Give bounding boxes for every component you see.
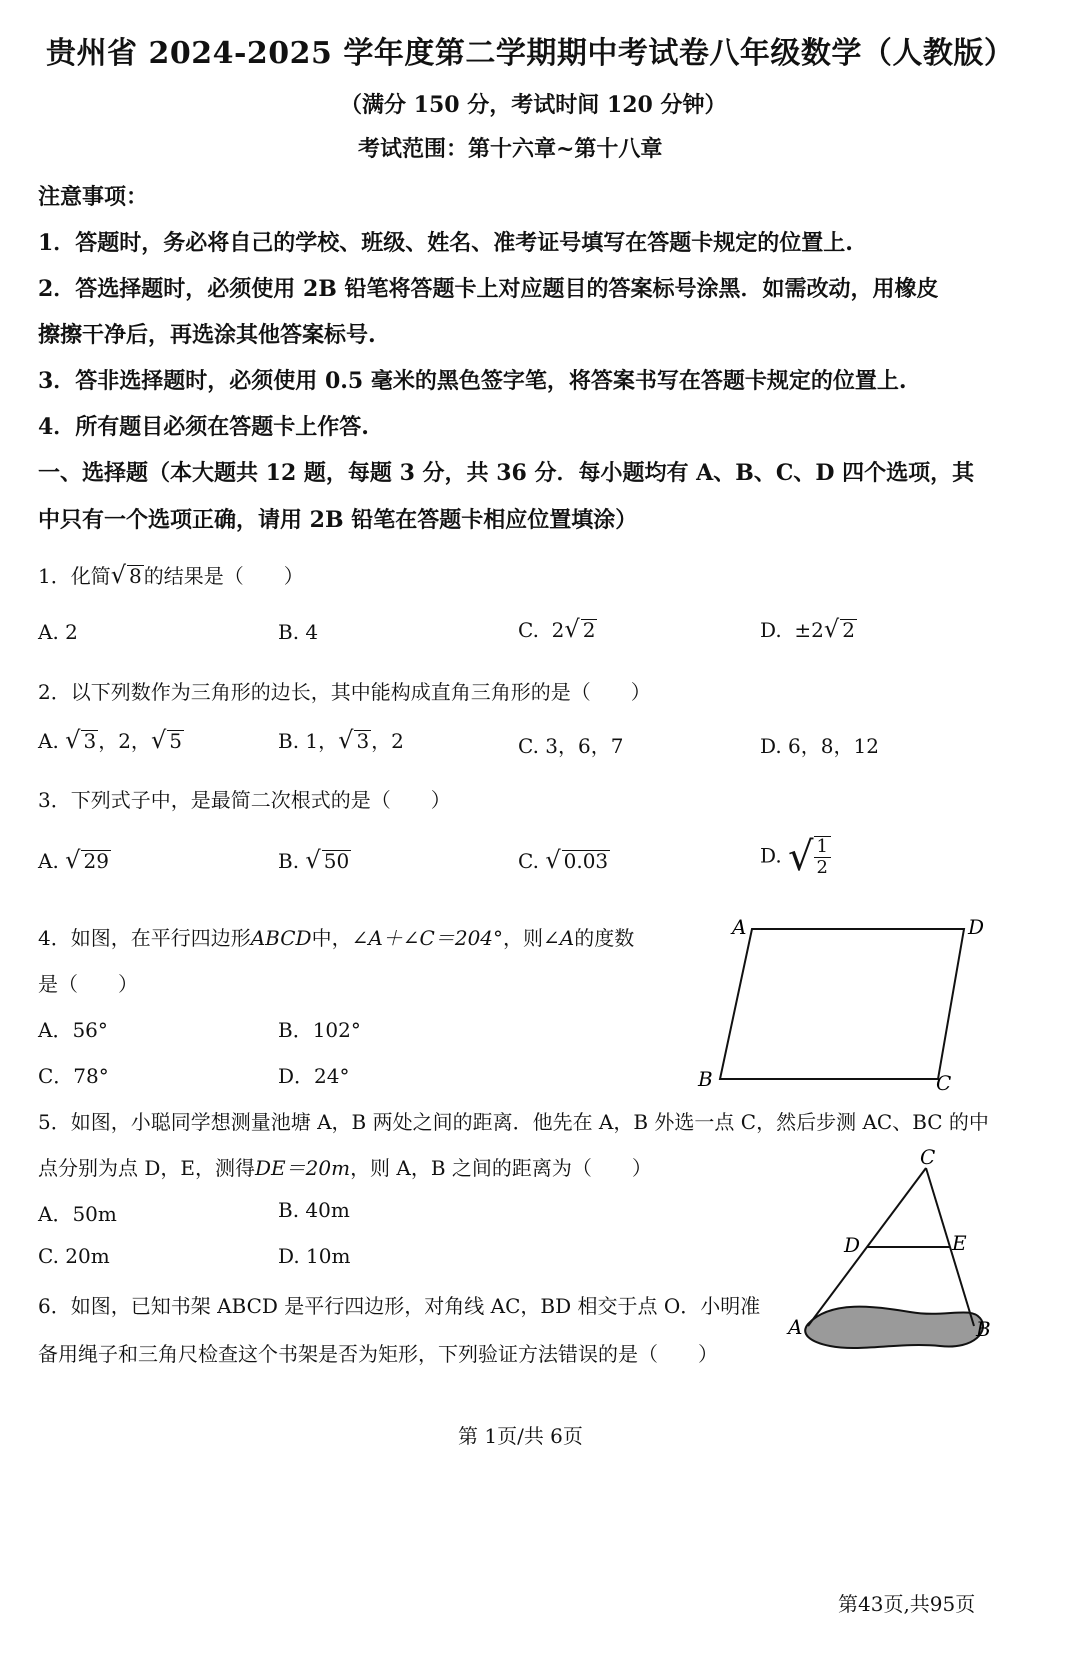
q2-b-r: 3	[356, 729, 370, 753]
q2-option-b[interactable]: B. 1，√ 3 ，2	[278, 726, 404, 754]
q4-eq: ∠A＋∠C＝204°	[351, 926, 504, 950]
q3-option-d[interactable]: D. √ $\frac{1}{2}$	[760, 834, 831, 880]
page-number: 第 1页/共 6页	[458, 1424, 583, 1448]
q3-option-a[interactable]: A. √ 29	[38, 846, 109, 874]
q6-stem-line2: 备用绳子和三角尺检查这个书架是否为矩形，下列验证方法错误的是（ ）	[38, 1342, 718, 1366]
note-2: 2．答选择题时，必须使用 2B 铅笔将答题卡上对应题目的答案标号涂黑．如需改动，用橡皮	[38, 276, 939, 302]
q5-stem-line2	[38, 1152, 652, 1181]
q3-option-c[interactable]: C. √ 0.03	[518, 846, 609, 874]
corner-page-number: 第43页,共95页	[838, 1592, 976, 1616]
q5-eq: DE＝20m	[255, 1156, 351, 1180]
q3-option-b[interactable]: B. √ 50	[278, 846, 350, 874]
q2-a-label: A.	[38, 729, 59, 753]
q1-c-coef: 2	[551, 618, 565, 642]
note-4: 4．所有题目必须在答题卡上作答.	[38, 414, 369, 440]
q4-a: A	[559, 926, 575, 950]
q6-stem-line1: 6．如图，已知书架 ABCD 是平行四边形，对角线 AC，BD 相交于点 O．小明准	[38, 1294, 761, 1318]
score-time: （满分 150 分，考试时间 120 分钟）	[340, 92, 727, 118]
q1-c-label: C.	[518, 618, 539, 642]
q2-a-r1: 3	[83, 729, 97, 753]
q3-a-r: 29	[83, 849, 109, 873]
q2-b-pre: B. 1，	[278, 729, 339, 753]
q3-d-num: 1	[814, 837, 831, 858]
notes-heading: 注意事项：	[38, 184, 149, 210]
q4-pre: 4．如图，在平行四边形	[38, 926, 251, 950]
q5-option-b[interactable]: B. 40m	[278, 1198, 350, 1222]
exam-scope: 考试范围：第十六章~第十八章	[358, 136, 663, 162]
exam-title: 贵州省 2024-2025 学年度第二学期期中考试卷八年级数学（人教版）	[46, 36, 1015, 71]
q5-option-d[interactable]: D. 10m	[278, 1244, 351, 1268]
q1-option-b[interactable]: B. 4	[278, 620, 319, 644]
q4-stem-line2: 是（ ）	[38, 972, 138, 996]
q1-option-d[interactable]: D. ±2√ 2	[760, 615, 855, 643]
q1-radicand: 8	[129, 564, 142, 588]
q3-b-label: B.	[278, 849, 300, 873]
q3-b-r: 50	[323, 849, 350, 873]
fig5-label-d: D	[844, 1233, 861, 1257]
q3-d-frac	[814, 836, 831, 878]
q3-d-label: D.	[760, 843, 782, 868]
q1-d-rad: 2	[842, 618, 855, 642]
q5-option-a[interactable]: A．50m	[38, 1202, 117, 1226]
q5-pre: 点分别为点 D，E，测得	[38, 1156, 255, 1180]
q1-option-a[interactable]: A. 2	[38, 620, 78, 644]
q1-suffix: 的结果是（ ）	[143, 564, 304, 588]
q2-b-post: ，2	[371, 729, 404, 753]
q4-parallelogram-figure	[690, 908, 1030, 1098]
fig4-label-d: D	[968, 915, 985, 939]
q4-end: 的度数	[574, 926, 635, 950]
q1-d-coef: ±2	[794, 618, 824, 642]
q5-stem-line1: 5．如图，小聪同学想测量池塘 A，B 两处之间的距离．他先在 A，B 外选一点 C，然后步测 AC、BC 的中	[38, 1110, 989, 1134]
q4-option-c[interactable]: C．78°	[38, 1064, 109, 1088]
q3-a-label: A.	[38, 849, 59, 873]
q4-stem-line1	[38, 922, 634, 951]
q2-option-d[interactable]: D. 6，8，12	[760, 734, 879, 758]
q4-option-b[interactable]: B．102°	[278, 1018, 361, 1042]
q2-stem: 2．以下列数作为三角形的边长，其中能构成直角三角形的是（ ）	[38, 680, 651, 704]
q1-c-rad: 2	[582, 618, 596, 642]
q4-abcd: ABCD	[250, 926, 312, 950]
section1-line2: 中只有一个选项正确，请用 2B 铅笔在答题卡相应位置填涂）	[38, 507, 638, 533]
q3-stem: 3．下列式子中，是最简二次根式的是（ ）	[38, 788, 451, 812]
note-2-cont: 擦擦干净后，再选涂其他答案标号.	[38, 322, 376, 348]
parallelogram-shape	[720, 929, 964, 1079]
section1-line1: 一、选择题（本大题共 12 题，每题 3 分，共 36 分．每小题均有 A、B、C、D 四个选项，其	[38, 460, 975, 486]
q2-a-mid: ，2，	[98, 729, 151, 753]
fig4-label-b: B	[698, 1067, 713, 1091]
pond-shape	[805, 1307, 983, 1348]
q3-c-r: 0.03	[563, 849, 609, 873]
q3-c-label: C.	[518, 849, 539, 873]
q2-a-r2: 5	[169, 729, 182, 753]
note-3: 3．答非选择题时，必须使用 0.5 毫米的黑色签字笔，将答案书写在答题卡规定的位置上.	[38, 368, 907, 394]
q2-option-a[interactable]: A. √ 3 ，2，√ 5	[38, 726, 182, 754]
q4-option-d[interactable]: D．24°	[278, 1064, 350, 1088]
q1-prefix: 1．化简	[38, 564, 111, 588]
fig5-label-c: C	[920, 1145, 936, 1169]
fig4-label-c: C	[936, 1071, 952, 1095]
q5-option-c[interactable]: C. 20m	[38, 1244, 110, 1268]
fig5-label-a: A	[788, 1315, 803, 1339]
q4-post: ，则∠	[503, 926, 560, 950]
note-1: 1．答题时，务必将自己的学校、班级、姓名、准考证号填写在答题卡规定的位置上.	[38, 230, 853, 256]
q5-pond-figure	[780, 1140, 1020, 1370]
q1-stem: 1．化简√ 8 的结果是（ ）	[38, 561, 304, 589]
q4-option-a[interactable]: A．56°	[38, 1018, 108, 1042]
fig5-label-e: E	[952, 1231, 967, 1255]
q1-option-c[interactable]: C. 2√ 2	[518, 615, 596, 643]
q5-post: ，则 A，B 之间的距离为（ ）	[350, 1156, 652, 1180]
q1-d-label: D.	[760, 618, 782, 642]
fig5-label-b: B	[976, 1317, 991, 1341]
q4-mid: 中，	[311, 926, 352, 950]
q3-d-den: 2	[816, 857, 828, 878]
fig4-label-a: A	[732, 915, 747, 939]
q2-option-c[interactable]: C. 3，6，7	[518, 734, 624, 758]
